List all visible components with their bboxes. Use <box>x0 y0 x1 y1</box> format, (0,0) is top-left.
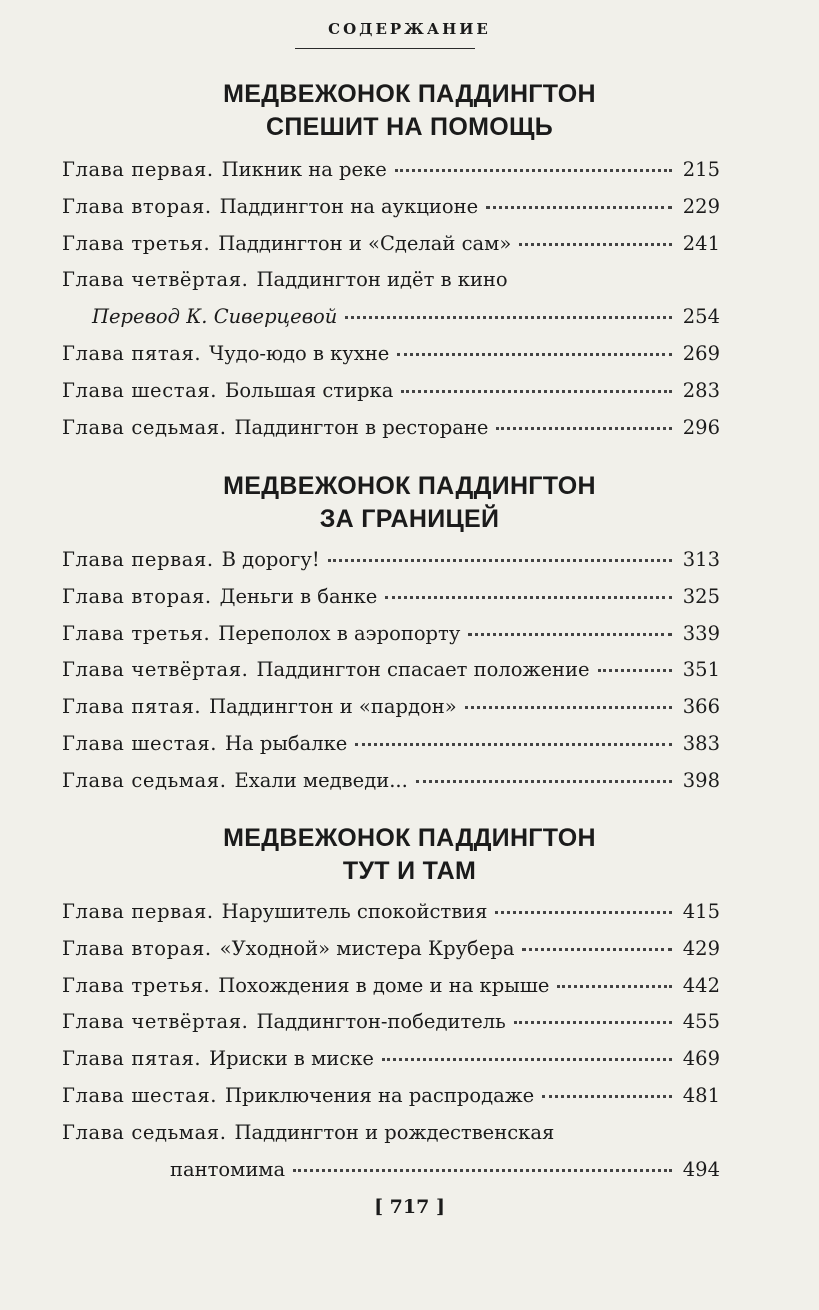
chapter-title: Ехали медведи... <box>234 768 408 792</box>
running-head: СОДЕРЖАНИЕ <box>328 20 491 38</box>
toc-entry[interactable] <box>62 732 720 769</box>
chapter-label: Глава седьмая. <box>62 768 227 792</box>
toc-entry[interactable] <box>62 379 720 416</box>
section-title <box>0 822 819 888</box>
toc-entry[interactable] <box>62 1084 720 1121</box>
toc-list <box>62 900 720 1194</box>
leader-dots <box>416 777 672 783</box>
chapter-label: Глава первая. <box>62 548 214 571</box>
chapter-title: Паддингтон идёт в кино <box>256 268 508 292</box>
page-number: 313 <box>682 548 720 571</box>
page-number: 296 <box>682 415 720 439</box>
section-title-line: СПЕШИТ НА ПОМОЩЬ <box>266 113 553 141</box>
section-title-line: МЕДВЕЖОНОК ПАДДИНГТОН <box>223 80 596 108</box>
chapter-title: В дорогу! <box>221 548 320 571</box>
toc-entry[interactable] <box>62 974 720 1011</box>
chapter-label: Глава пятая. <box>62 341 202 365</box>
translator-credit: Перевод К. Сиверцевой <box>92 305 338 329</box>
leader-dots <box>495 908 672 914</box>
page-number: 494 <box>682 1157 720 1181</box>
page-number: 429 <box>682 936 720 960</box>
leader-dots <box>382 1055 672 1061</box>
page-number: 469 <box>682 1047 720 1071</box>
toc-entry[interactable] <box>62 195 720 232</box>
toc-entry[interactable] <box>62 416 720 453</box>
section-title <box>0 78 819 144</box>
chapter-label: Глава третья. <box>62 621 211 645</box>
page-number: 398 <box>682 768 720 792</box>
toc-list <box>62 548 720 806</box>
chapter-title: Большая стирка <box>225 378 394 402</box>
leader-dots <box>514 1018 672 1024</box>
chapter-label: Глава шестая. <box>62 1083 218 1107</box>
section-title-line: ЗА ГРАНИЦЕЙ <box>319 505 500 533</box>
chapter-title: Паддингтон в ресторане <box>234 415 489 439</box>
leader-dots <box>542 1092 672 1098</box>
toc-entry[interactable] <box>62 232 720 269</box>
page-folio: [ 717 ] <box>374 1196 445 1218</box>
page-number: 339 <box>682 621 720 645</box>
section-title-line: МЕДВЕЖОНОК ПАДДИНГТОН <box>223 824 596 852</box>
chapter-title: Паддингтон и «Сделай сам» <box>218 231 512 255</box>
toc-entry[interactable] <box>62 622 720 659</box>
page-number: 283 <box>682 378 720 402</box>
leader-dots <box>293 1166 672 1172</box>
leader-dots <box>355 740 672 746</box>
toc-entry[interactable] <box>62 1010 720 1047</box>
leader-dots <box>496 424 672 430</box>
leader-dots <box>465 703 672 709</box>
toc-entry[interactable] <box>62 585 720 622</box>
leader-dots <box>385 593 672 599</box>
leader-dots <box>486 203 672 209</box>
chapter-label: Глава третья. <box>62 231 211 255</box>
page-number: 229 <box>682 194 720 218</box>
leader-dots <box>468 630 672 636</box>
chapter-title: Паддингтон спасает положение <box>256 658 590 682</box>
chapter-label: Глава четвёртая. <box>62 658 249 682</box>
chapter-label: Глава шестая. <box>62 378 218 402</box>
chapter-title: Паддингтон и «пардон» <box>209 695 457 719</box>
section-title-line: ТУТ И ТАМ <box>342 857 477 885</box>
page-number: 241 <box>682 231 720 255</box>
page-number: 366 <box>682 695 720 719</box>
chapter-label: Глава шестая. <box>62 731 218 755</box>
chapter-label: Глава четвёртая. <box>62 1010 249 1034</box>
chapter-label: Глава седьмая. <box>62 415 227 439</box>
page-number: 442 <box>682 973 720 997</box>
toc-entry[interactable] <box>62 695 720 732</box>
chapter-title: Пикник на реке <box>221 158 387 181</box>
page-number: 351 <box>682 658 720 682</box>
chapter-label: Глава четвёртая. <box>62 268 249 292</box>
chapter-title: Приключения на распродаже <box>225 1083 535 1107</box>
page-number: 383 <box>682 731 720 755</box>
chapter-title: Паддингтон-победитель <box>256 1010 506 1034</box>
toc-entry[interactable] <box>62 268 720 305</box>
page-number: 254 <box>682 305 720 329</box>
chapter-label: Глава вторая. <box>62 194 212 218</box>
page-number: 325 <box>682 584 720 608</box>
leader-dots <box>395 166 672 172</box>
chapter-label: Глава пятая. <box>62 695 202 719</box>
toc-entry[interactable] <box>62 158 720 195</box>
toc-entry[interactable] <box>62 305 720 342</box>
chapter-title: Паддингтон и рождественская <box>234 1120 555 1144</box>
toc-entry[interactable] <box>62 1158 720 1195</box>
page-number: 215 <box>682 158 720 181</box>
header-rule <box>295 48 475 49</box>
leader-dots <box>598 666 672 672</box>
chapter-title: пантомима <box>170 1157 286 1181</box>
chapter-label: Глава вторая. <box>62 936 212 960</box>
chapter-title: Ириски в миске <box>209 1047 374 1071</box>
page-number: 415 <box>682 900 720 923</box>
chapter-label: Глава первая. <box>62 158 214 181</box>
leader-dots <box>522 945 672 951</box>
toc-entry[interactable] <box>62 548 720 585</box>
chapter-label: Глава седьмая. <box>62 1120 227 1144</box>
toc-entry[interactable] <box>62 342 720 379</box>
toc-entry[interactable] <box>62 658 720 695</box>
chapter-label: Глава первая. <box>62 900 214 923</box>
chapter-title: Деньги в банке <box>219 584 378 608</box>
chapter-title: Похождения в доме и на крыше <box>218 973 550 997</box>
toc-entry[interactable] <box>62 900 720 937</box>
chapter-label: Глава пятая. <box>62 1047 202 1071</box>
chapter-title: Паддингтон на аукционе <box>219 194 479 218</box>
leader-dots <box>519 240 672 246</box>
page-number: 455 <box>682 1010 720 1034</box>
leader-dots <box>401 387 672 393</box>
toc-entry[interactable] <box>62 769 720 806</box>
toc-list <box>62 158 720 452</box>
leader-dots <box>557 982 672 988</box>
leader-dots <box>345 313 672 319</box>
leader-dots <box>397 350 672 356</box>
toc-entry[interactable] <box>62 937 720 974</box>
toc-entry[interactable] <box>62 1047 720 1084</box>
page-number: 269 <box>682 341 720 365</box>
section-title <box>0 470 819 536</box>
chapter-title: Нарушитель спокойствия <box>221 900 488 923</box>
toc-entry[interactable] <box>62 1121 720 1158</box>
chapter-label: Глава третья. <box>62 973 211 997</box>
chapter-title: «Уходной» мистера Крубера <box>219 936 515 960</box>
page-number: 481 <box>682 1083 720 1107</box>
chapter-label: Глава вторая. <box>62 584 212 608</box>
section-title-line: МЕДВЕЖОНОК ПАДДИНГТОН <box>223 472 596 500</box>
chapter-title: Чудо-юдо в кухне <box>209 341 390 365</box>
leader-dots <box>328 556 672 562</box>
chapter-title: Переполох в аэропорту <box>218 621 461 645</box>
chapter-title: На рыбалке <box>225 731 348 755</box>
